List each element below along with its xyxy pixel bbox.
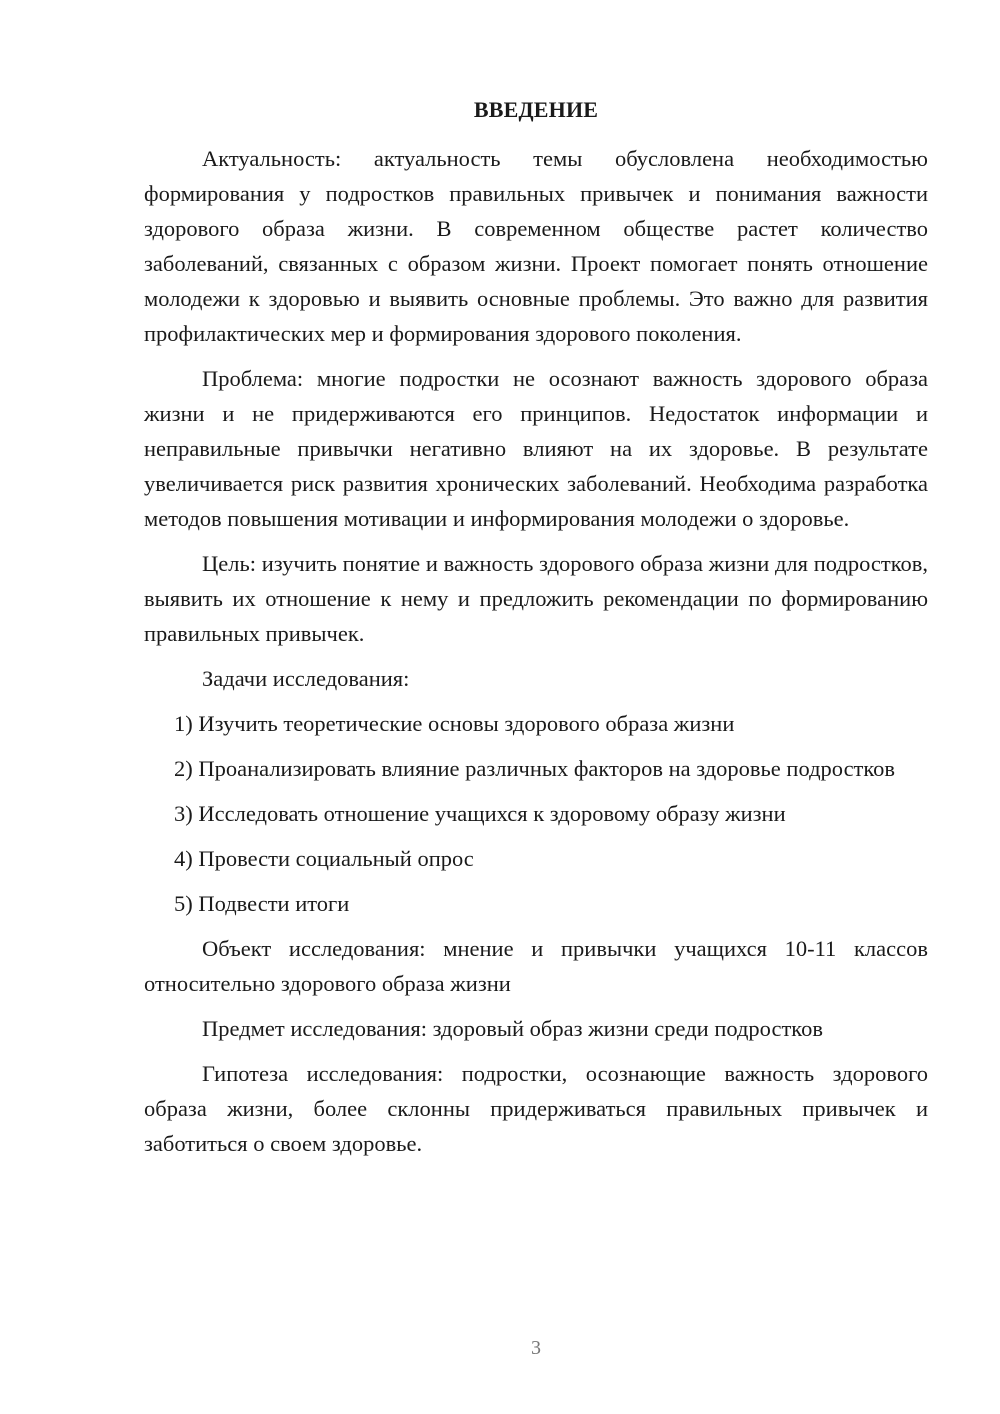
paragraph-object: Объект исследования: мнение и привычки учащихся 10-11 классов относительно здорового образа жизни [144, 936, 928, 996]
task-item-5: 5) Подвести итоги [174, 891, 350, 916]
task-item-1: 1) Изучить теоретические основы здорового образа жизни [174, 711, 735, 736]
page-number: 3 [531, 1337, 541, 1359]
task-item-2: 2) Проанализировать влияние различных факторов на здоровье подростков [174, 756, 896, 781]
tasks-title: Задачи исследования: [202, 666, 410, 691]
paragraph-problem: Проблема: многие подростки не осознают важность здорового образа жизни и не придерживаются его принципов. Недостаток информации и неправильные привычки негативно влияют на их здоровье. В результате увеличивается риск развития хронических заболеваний. Необходима разработка методов повышения мотивации и информирования молодежи о здоровье. [144, 366, 928, 531]
task-item-4: 4) Провести социальный опрос [174, 846, 474, 871]
page-content [144, 95, 928, 1161]
task-item-3: 3) Исследовать отношение учащихся к здоровому образу жизни [174, 801, 786, 826]
paragraph-relevance: Актуальность: актуальность темы обусловлена необходимостью формирования у подростков правильных привычек и понимания важности здорового образа жизни. В современном обществе растет количество заболеваний, связанных с образом жизни. Проект помогает понять отношение молодежи к здоровью и выявить основные проблемы. Это важно для развития профилактических мер и формирования здорового поколения. [144, 146, 928, 346]
paragraph-hypothesis: Гипотеза исследования: подростки, осознающие важность здорового образа жизни, более склонны придерживаться правильных привычек и заботиться о своем здоровье. [144, 1061, 928, 1156]
section-heading: ВВЕДЕНИЕ [473, 97, 599, 122]
paragraph-subject: Предмет исследования: здоровый образ жизни среди подростков [202, 1016, 823, 1041]
paragraph-goal: Цель: изучить понятие и важность здорового образа жизни для подростков, выявить их отношение к нему и предложить рекомендации по формированию правильных привычек. [144, 551, 928, 646]
